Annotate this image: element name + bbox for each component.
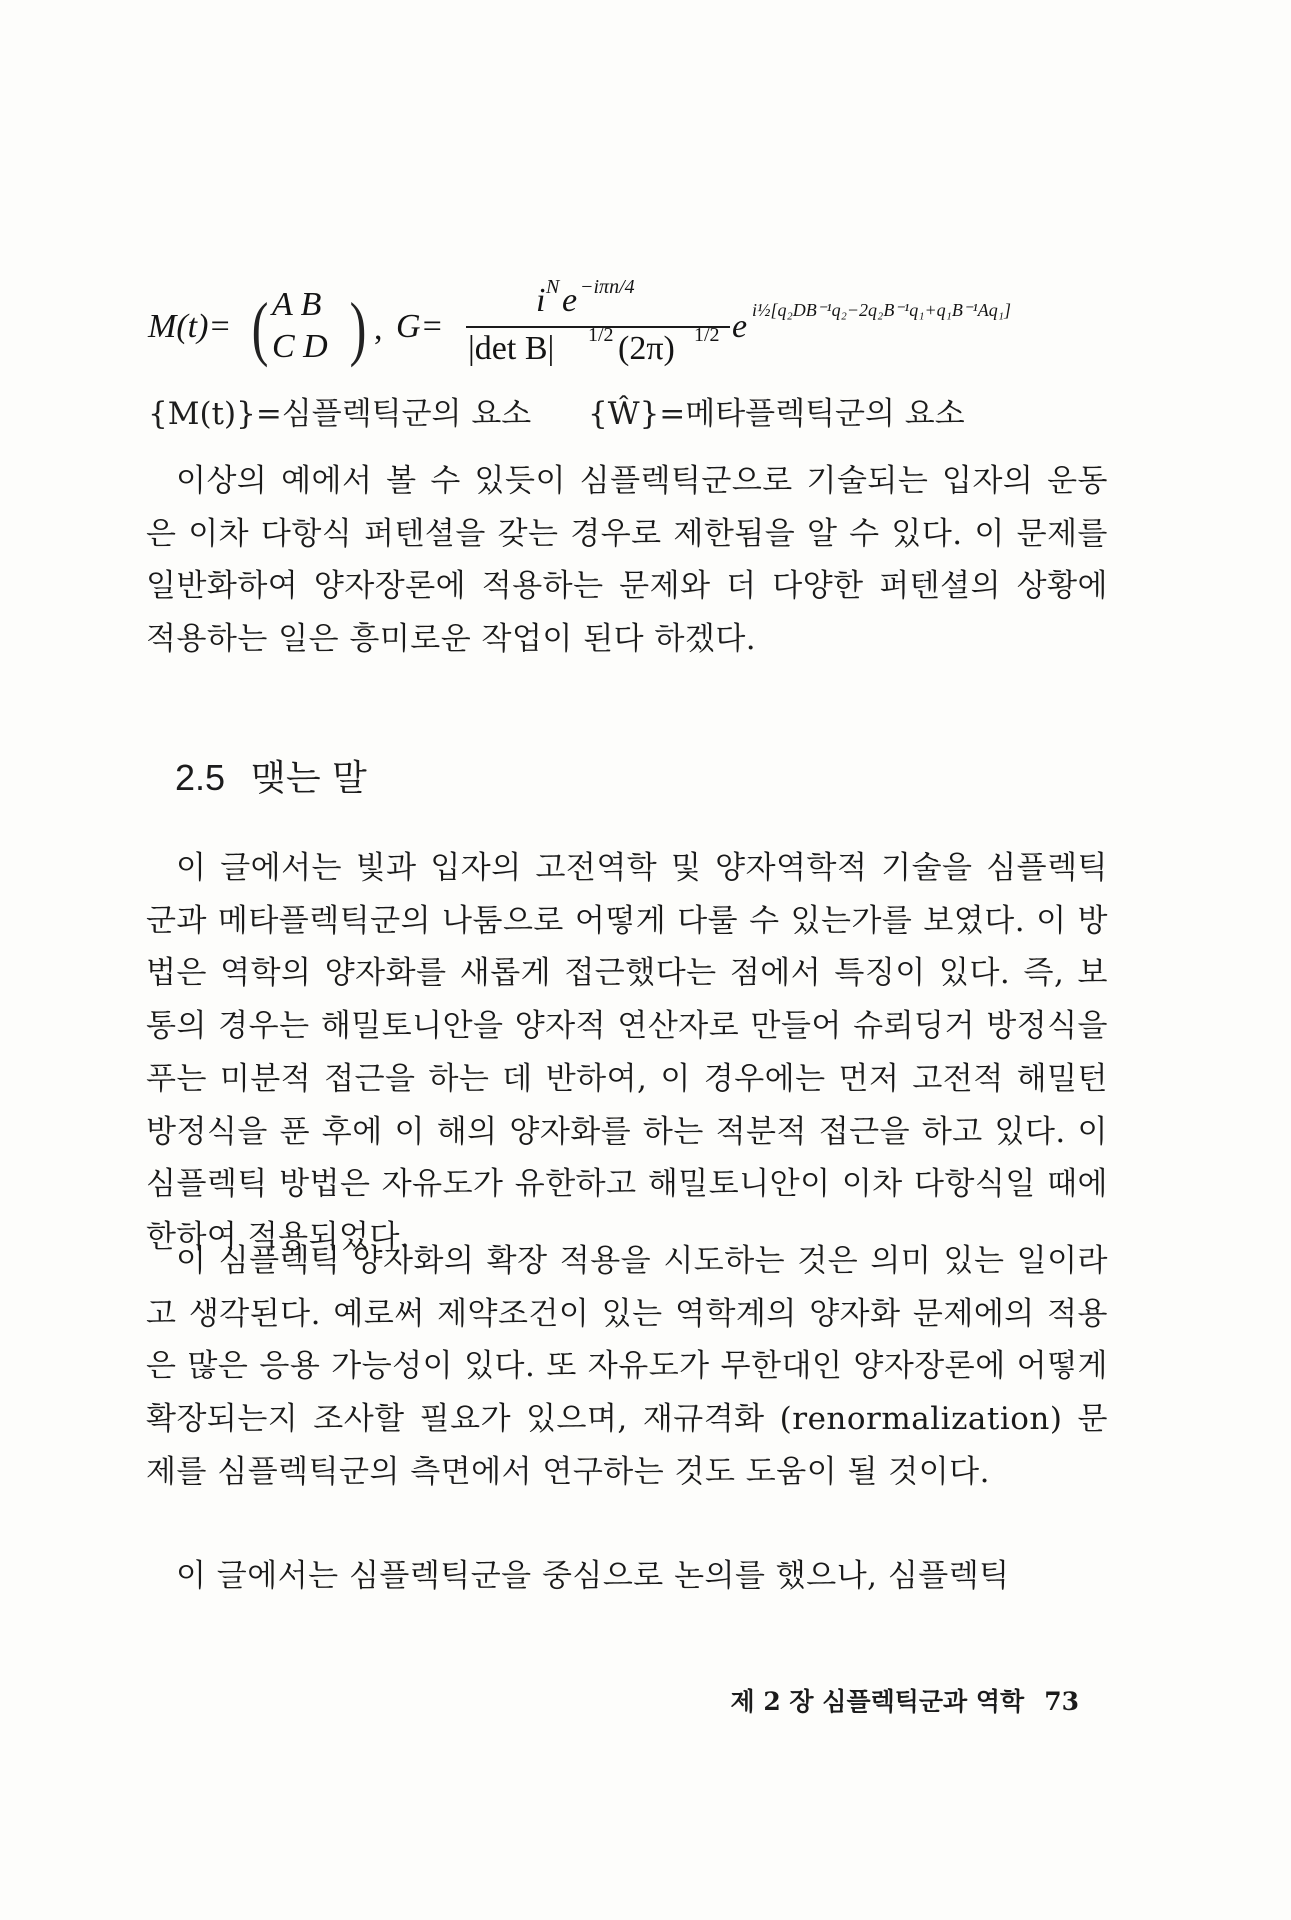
page-footer — [730, 1682, 1079, 1718]
formula-block — [148, 276, 1108, 388]
section-heading — [175, 750, 367, 801]
paragraph-4: 이 글에서는 심플렉틱군을 중심으로 논의를 했으나, 심플렉틱 — [176, 1558, 1010, 1594]
exponential-base: e — [732, 308, 748, 345]
matrix-right-paren: ) — [349, 288, 367, 368]
matrix-top-row: A B — [272, 286, 322, 323]
formula-g-lhs: G= — [396, 308, 444, 345]
denominator-exp2: 1/2 — [694, 324, 720, 346]
numerator-N: N — [546, 276, 560, 298]
paragraph-2: 이 글에서는 빛과 입자의 고전역학 및 양자역학적 기술을 심플렉틱군과 메타플렉틱군의 나툼으로 어떻게 다룰 수 있는가를 보였다. 이 방법은 역학의 양자화를 새롭게 접근했다는 점에서 특징이 있다. 즉, 보통의 경우는 해밀토니안을 양자적 연산자로 만들어 슈뢰딩거 방정식을 푸는 미분적 접근을 하는 데 반하여, 이 경우에는 먼저 고전적 해밀턴 방정식을 푼 후에 이 해의 양자화를 하는 적분적 접근을 하고 있다. 이 심플렉틱 방법은 자유도가 유한하고 해밀토니안이 이차 다항식일 때에 한하여 적용되었다. — [146, 850, 1108, 1255]
running-footer-chapter: 제 2 장 심플렉틱군과 역학 — [730, 1687, 1025, 1716]
matrix-bottom-row: C D — [272, 328, 328, 365]
exponential-power: i½[q₂DB⁻¹q₂−2q₂B⁻¹q₁+q₁B⁻¹Aq₁] — [752, 300, 1012, 320]
paragraph-1: 이상의 예에서 볼 수 있듯이 심플렉틱군으로 기술되는 입자의 운동은 이차 다항식 퍼텐셜을 갖는 경우로 제한됨을 알 수 있다. 이 문제를 일반화하여 양자장론에 적용하는 문제와 더 다양한 퍼텐셜의 상황에 적용하는 일은 흥미로운 작업이 된다 하겠다. — [146, 463, 1108, 658]
legend-symplectic: {M(t)}=심플렉틱군의 요소 — [148, 396, 532, 432]
numerator-exp: −iπn/4 — [580, 276, 635, 298]
section-title: 맺는 말 — [251, 758, 367, 799]
section-number: 2.5 — [175, 757, 226, 798]
denominator-exp1: 1/2 — [588, 324, 614, 346]
legend-metaplectic: {Ŵ}=메타플렉틱군의 요소 — [588, 396, 965, 432]
numerator-i: i — [536, 282, 546, 319]
page-number: 73 — [1044, 1687, 1079, 1716]
denominator-det: |det B| — [468, 330, 555, 367]
denominator-2pi: (2π) — [618, 330, 675, 367]
formula-lhs: M(t)= — [148, 308, 232, 345]
numerator-e: e — [562, 282, 578, 319]
matrix-left-paren: ( — [251, 288, 269, 368]
paragraph-3: 이 심플렉틱 양자화의 확장 적용을 시도하는 것은 의미 있는 일이라고 생각된다. 예로써 제약조건이 있는 역학계의 양자화 문제에의 적용은 많은 응용 가능성이 있다. 또 자유도가 무한대인 양자장론에 어떻게 확장되는지 조사할 필요가 있으며, 재규격화 (renormalization) 문제를 심플렉틱군의 측면에서 연구하는 것도 도움이 될 것이다. — [146, 1243, 1108, 1490]
formula-comma: , — [374, 310, 383, 347]
